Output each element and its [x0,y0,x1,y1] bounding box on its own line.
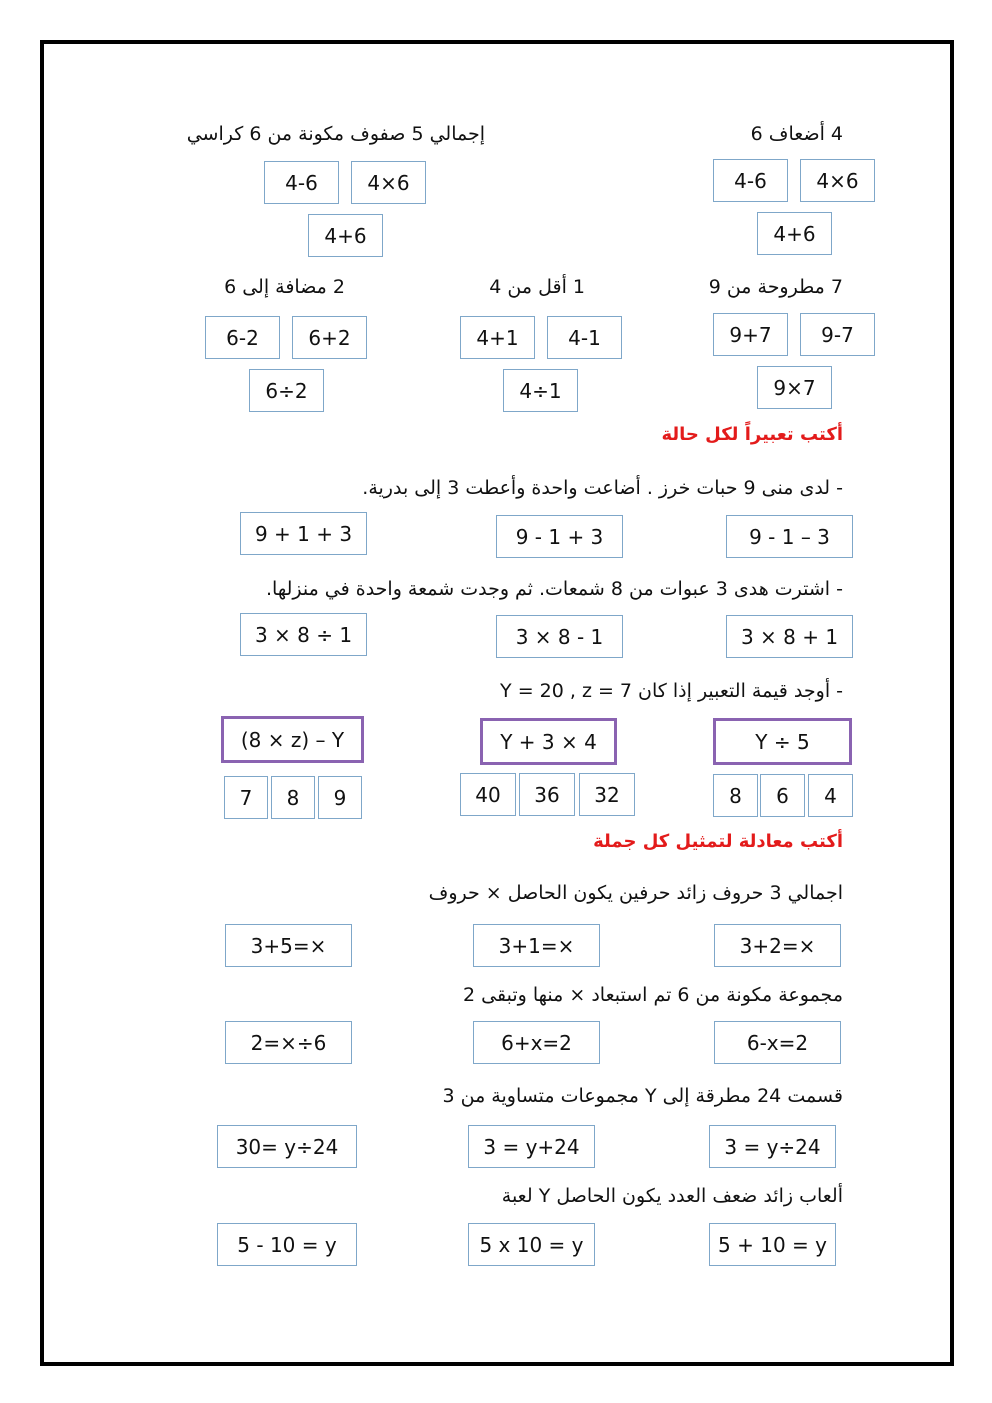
s1-q3-option[interactable]: 9×7 [757,366,832,409]
s2-q3-expression: (8 × z) – Y [221,716,364,763]
section2-heading: أكتب تعبيراً لكل حالة [661,424,843,445]
s1-q3-label: 7 مطروحة من 9 [708,276,843,298]
s2-q1-option[interactable]: 9 + 1 + 3 [240,512,367,555]
s3-q4-text: ألعاب زائد ضعف العدد يكون الحاصل Y لعبة [501,1185,843,1207]
s2-q3-expression: Y ÷ 5 [713,718,852,765]
s3-q3-option[interactable]: 3 = y+24 [468,1125,595,1168]
s2-q2-option[interactable]: 3 × 8 - 1 [496,615,623,658]
s1-q3-option[interactable]: 9-7 [800,313,875,356]
s1-q1-option[interactable]: 4+6 [757,212,832,255]
s1-q2-option[interactable]: 4-6 [264,161,339,204]
s2-q3-answer-option[interactable]: 8 [713,774,758,817]
s2-q3-answer-option[interactable]: 6 [760,774,805,817]
s2-q1-option[interactable]: 9 - 1 – 3 [726,515,853,558]
s1-q3-option[interactable]: 9+7 [713,313,788,356]
s3-q3-text: قسمت 24 مطرقة إلى Y مجموعات متساوية من 3 [442,1085,843,1107]
s3-q2-text: مجموعة مكونة من 6 تم استبعاد × منها وتبقى 2 [463,984,843,1006]
s3-q2-option[interactable]: 6+x=2 [473,1021,600,1064]
s2-q3-answer-option[interactable]: 32 [579,773,635,816]
s2-q2-option[interactable]: 3 × 8 ÷ 1 [240,613,367,656]
s1-q1-option[interactable]: 4×6 [800,159,875,202]
s1-q5-label: 2 مضافة إلى 6 [224,276,345,298]
s1-q5-option[interactable]: 6÷2 [249,369,324,412]
s3-q4-option[interactable]: 5 + 10 = y [709,1223,836,1266]
s2-q3-answer-option[interactable]: 7 [224,776,268,819]
s1-q2-option[interactable]: 4×6 [351,161,426,204]
s3-q4-option[interactable]: 5 x 10 = y [468,1223,595,1266]
s3-q4-option[interactable]: 5 - 10 = y [217,1223,357,1266]
s2-q3-answer-option[interactable]: 9 [318,776,362,819]
s1-q4-label: 1 أقل من 4 [489,276,585,298]
s3-q1-option[interactable]: 3+2=× [714,924,841,967]
section3-heading: أكتب معادلة لتمثيل كل جملة [593,831,843,852]
s1-q4-option[interactable]: 4+1 [460,316,535,359]
s2-q3-answer-option[interactable]: 8 [271,776,315,819]
s1-q4-option[interactable]: 4-1 [547,316,622,359]
s1-q2-label: إجمالي 5 صفوف مكونة من 6 كراسي [186,123,485,145]
s3-q3-option[interactable]: 30= y÷24 [217,1125,357,1168]
s1-q5-option[interactable]: 6+2 [292,316,367,359]
s2-q1-text: - لدى منى 9 حبات خرز . أضاعت واحدة وأعطت 3 إلى بدرية. [362,477,843,499]
s2-q3-expression: Y + 3 × 4 [480,718,617,765]
s2-q1-option[interactable]: 9 - 1 + 3 [496,515,623,558]
s3-q2-option[interactable]: 2=×÷6 [225,1021,352,1064]
s1-q5-option[interactable]: 6-2 [205,316,280,359]
s3-q3-option[interactable]: 3 = y÷24 [709,1125,836,1168]
s2-q3-answer-option[interactable]: 36 [519,773,575,816]
s1-q1-option[interactable]: 4-6 [713,159,788,202]
s1-q4-option[interactable]: 4÷1 [503,369,578,412]
s2-q3-answer-option[interactable]: 40 [460,773,516,816]
s1-q2-option[interactable]: 4+6 [308,214,383,257]
s3-q1-option[interactable]: 3+5=× [225,924,352,967]
s2-q2-text: - اشترت هدى 3 عبوات من 8 شمعات. ثم وجدت شمعة واحدة في منزلها. [265,578,843,600]
s2-q3-text: - أوجد قيمة التعبير إذا كان Y = 20 , z = 7 [500,680,843,702]
s1-q1-label: 4 أضعاف 6 [750,123,843,145]
s3-q1-text: اجمالي 3 حروف زائد حرفين يكون الحاصل × حروف [428,882,843,904]
s2-q3-answer-option[interactable]: 4 [808,774,853,817]
s3-q1-option[interactable]: 3+1=× [473,924,600,967]
s2-q2-option[interactable]: 3 × 8 + 1 [726,615,853,658]
s3-q2-option[interactable]: 6-x=2 [714,1021,841,1064]
